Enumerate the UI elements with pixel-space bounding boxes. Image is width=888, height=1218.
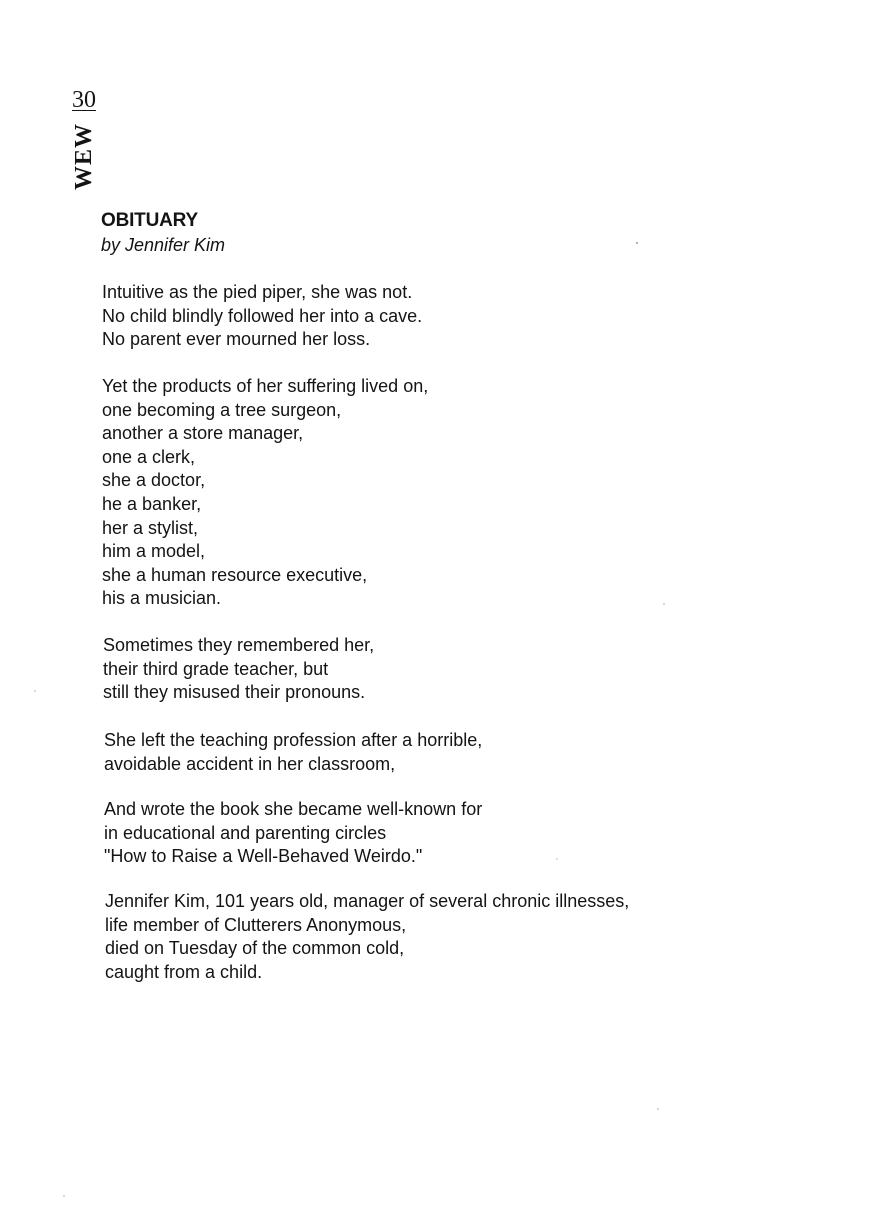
poem-line: No parent ever mourned her loss.: [102, 329, 371, 350]
stanza: [105, 890, 629, 984]
stanza: [103, 634, 374, 705]
poem-line: caught from a child.: [105, 961, 263, 982]
page-number: 30: [72, 87, 96, 113]
poem-author: by Jennifer Kim: [101, 235, 226, 255]
poem-line: died on Tuesday of the common cold,: [105, 938, 405, 959]
poem-line: Yet the products of her suffering lived on,: [102, 376, 429, 396]
poem-line: their third grade teacher, but: [103, 658, 329, 679]
poem-line: she a doctor,: [102, 470, 206, 491]
poem-line: his a musician.: [102, 588, 222, 609]
scan-speck: [63, 1195, 65, 1197]
poem-line: She left the teaching profession after a horrible,: [104, 730, 483, 750]
stanza: [104, 798, 482, 869]
poem-line: avoidable accident in her classroom,: [104, 753, 396, 774]
poem-line: Sometimes they remembered her,: [103, 635, 375, 655]
poem-line: Jennifer Kim, 101 years old, manager of several chronic illnesses,: [105, 891, 630, 911]
poem-title: OBITUARY: [101, 210, 198, 231]
poem-line: one becoming a tree surgeon,: [102, 399, 342, 420]
scan-speck: [636, 242, 638, 244]
poem-line: "How to Raise a Well-Behaved Weirdo.": [104, 846, 423, 867]
journal-mark: WEW: [71, 122, 97, 190]
poem-line: one a clerk,: [102, 446, 196, 467]
poem-line: him a model,: [102, 541, 206, 562]
scan-speck: [556, 858, 558, 860]
poem-line: And wrote the book she became well-known for: [104, 799, 483, 819]
scan-speck: [34, 690, 36, 692]
poem-line: another a store manager,: [102, 423, 304, 444]
stanza: [102, 375, 428, 611]
poem-line: she a human resource executive,: [102, 564, 368, 585]
scan-speck: [657, 1108, 659, 1110]
poem-line: No child blindly followed her into a cave.: [102, 305, 423, 326]
poem-line: her a stylist,: [102, 517, 199, 538]
stanza: [102, 281, 422, 352]
poem-line: still they misused their pronouns.: [103, 682, 366, 703]
stanza: [104, 729, 482, 776]
poem-line: life member of Clutterers Anonymous,: [105, 914, 407, 935]
poem-line: he a banker,: [102, 493, 202, 514]
poem-line: Intuitive as the pied piper, she was not.: [102, 282, 413, 302]
scan-speck: [663, 603, 665, 605]
poem-line: in educational and parenting circles: [104, 822, 387, 843]
